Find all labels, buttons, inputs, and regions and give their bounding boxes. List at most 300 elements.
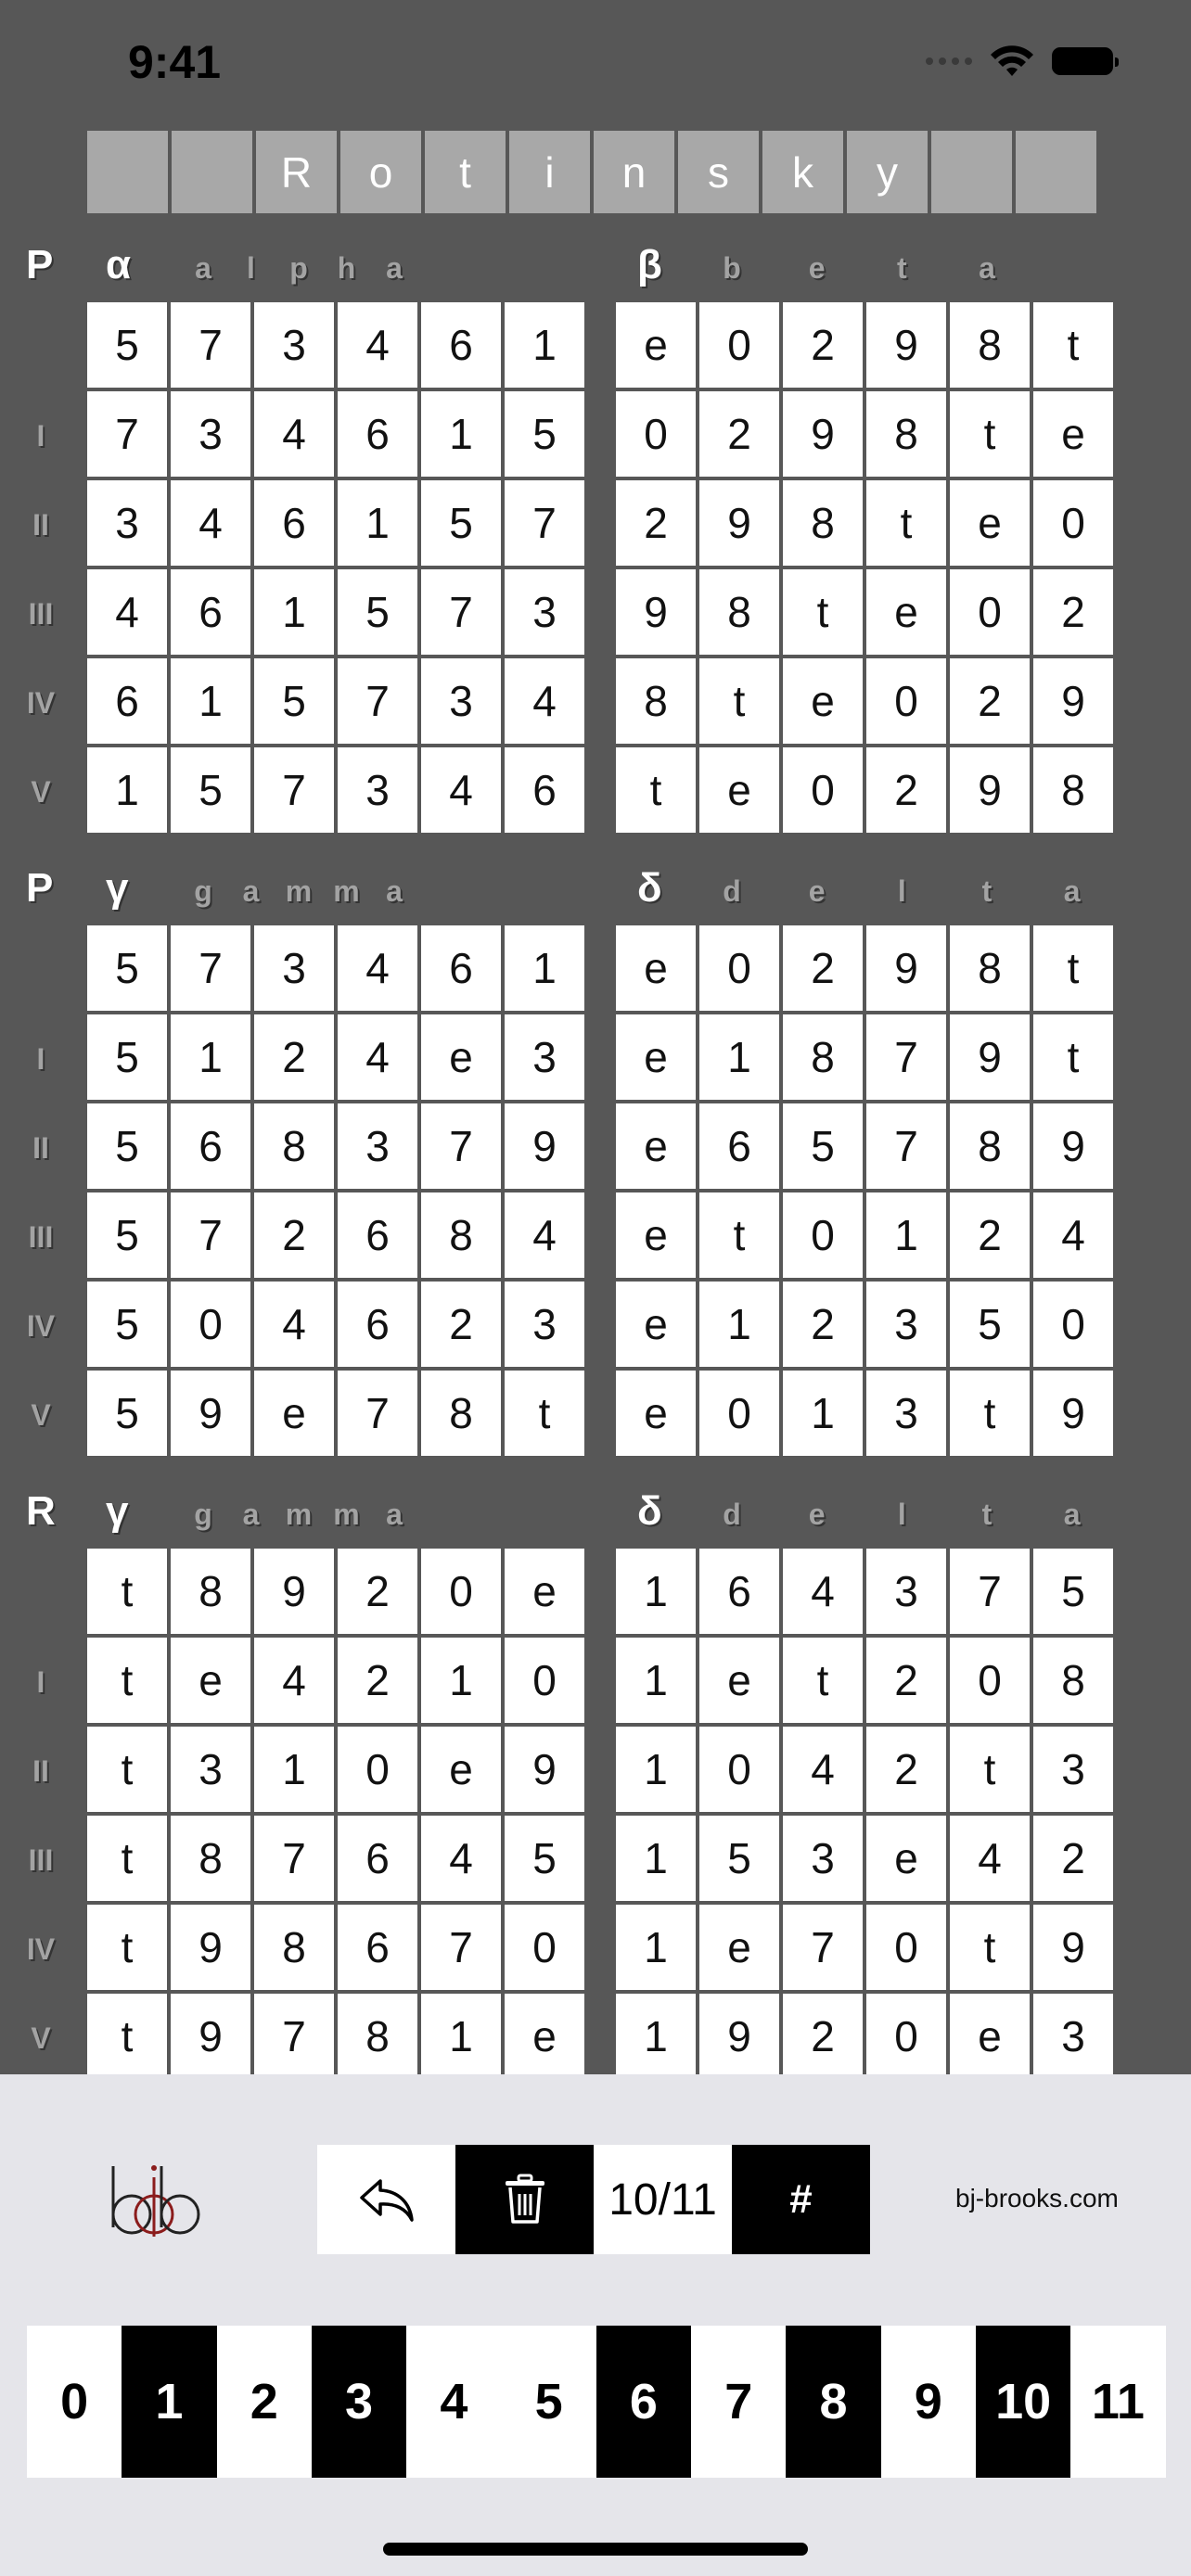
matrix-cell[interactable]: 7	[783, 1905, 863, 1990]
matrix-cell[interactable]: 1	[171, 1014, 250, 1100]
matrix-grid	[616, 302, 1113, 833]
matrix-cell[interactable]: 1	[421, 391, 501, 477]
matrix-cell[interactable]: e	[616, 1282, 696, 1367]
matrix-cell[interactable]: 9	[505, 1103, 584, 1189]
matrix-cell[interactable]: 3	[866, 1371, 946, 1456]
matrix-cell[interactable]: 2	[866, 747, 946, 833]
matrix-cell[interactable]: 9	[1033, 1371, 1113, 1456]
matrix-cell[interactable]: 9	[866, 925, 946, 1011]
title-cell[interactable]: o	[340, 131, 421, 213]
series-name-letter: e	[808, 874, 826, 908]
matrix-cell[interactable]: 1	[505, 302, 584, 388]
matrix-cell[interactable]: 8	[866, 391, 946, 477]
matrix-cell[interactable]: 3	[505, 569, 584, 655]
matrix-cell[interactable]: 8	[171, 1549, 250, 1634]
matrix-cell[interactable]: 7	[338, 1371, 417, 1456]
matrix-cell[interactable]: 5	[1033, 1549, 1113, 1634]
matrix-cell[interactable]: 1	[616, 1727, 696, 1812]
matrix-cell[interactable]: e	[699, 1905, 779, 1990]
matrix-cell[interactable]: 7	[338, 658, 417, 744]
pitch-key-4[interactable]: 4	[406, 2326, 501, 2478]
matrix-cell[interactable]: 6	[421, 925, 501, 1011]
matrix-cell[interactable]: 5	[783, 1103, 863, 1189]
matrix-cell[interactable]: 2	[950, 658, 1030, 744]
undo-button[interactable]	[317, 2145, 455, 2254]
title-cell[interactable]	[87, 131, 168, 213]
row-roman-label: V	[31, 2021, 51, 2055]
matrix-cell[interactable]: 9	[171, 1994, 250, 2079]
matrix-cell[interactable]: 9	[950, 747, 1030, 833]
matrix-cell[interactable]: e	[699, 1638, 779, 1723]
matrix-cell[interactable]: t	[87, 1549, 167, 1634]
pitch-key-10[interactable]: 10	[976, 2326, 1070, 2478]
matrix-cell[interactable]: 9	[171, 1905, 250, 1990]
matrix-cell[interactable]: 6	[338, 391, 417, 477]
matrix-cell[interactable]: 0	[1033, 1282, 1113, 1367]
matrix-cell[interactable]: 6	[171, 569, 250, 655]
matrix-cell[interactable]: 2	[783, 1994, 863, 2079]
matrix-cell[interactable]: e	[616, 1103, 696, 1189]
matrix-cell[interactable]: 5	[254, 658, 334, 744]
row-roman-label: II	[32, 1131, 49, 1165]
row-roman-label: IV	[26, 1932, 56, 1966]
matrix-cell[interactable]: 2	[783, 925, 863, 1011]
greek-symbol: δ	[637, 1488, 662, 1534]
matrix-cell[interactable]: 9	[1033, 658, 1113, 744]
greek-symbol: γ	[106, 1488, 129, 1534]
greek-symbol: δ	[637, 865, 662, 911]
matrix-cell[interactable]: 0	[699, 1727, 779, 1812]
matrix-cell[interactable]: e	[421, 1727, 501, 1812]
matrix-cell[interactable]: 9	[505, 1727, 584, 1812]
matrix-cell[interactable]: 1	[254, 1727, 334, 1812]
matrix-cell[interactable]: 2	[866, 1727, 946, 1812]
matrix-cell[interactable]: 7	[171, 925, 250, 1011]
matrix-cell[interactable]: 3	[1033, 1727, 1113, 1812]
matrix-cell[interactable]: 8	[616, 658, 696, 744]
matrix-cell[interactable]: 8	[254, 1103, 334, 1189]
matrix-cell[interactable]: 2	[783, 302, 863, 388]
series-name-letter: a	[386, 251, 403, 285]
matrix-cell[interactable]: 4	[254, 391, 334, 477]
matrix-cell[interactable]: 3	[171, 391, 250, 477]
matrix-cell[interactable]: 2	[616, 480, 696, 566]
matrix-cell[interactable]: 4	[505, 658, 584, 744]
matrix-cell[interactable]: 4	[1033, 1192, 1113, 1278]
matrix-cell[interactable]: 5	[338, 569, 417, 655]
series-name-letter: a	[195, 251, 211, 285]
matrix-cell[interactable]: 5	[171, 747, 250, 833]
matrix-cell[interactable]: 9	[699, 480, 779, 566]
matrix-cell[interactable]: 0	[505, 1638, 584, 1723]
matrix-cell[interactable]: e	[616, 1014, 696, 1100]
matrix-cell[interactable]: t	[1033, 302, 1113, 388]
hash-button[interactable]: #	[732, 2145, 870, 2254]
series-name-letter: a	[1063, 1498, 1081, 1531]
matrix-cell[interactable]: t	[1033, 925, 1113, 1011]
matrix-grid	[87, 925, 584, 1456]
matrix-cell[interactable]: e	[783, 658, 863, 744]
title-cell[interactable]: y	[847, 131, 928, 213]
matrix-cell[interactable]: 0	[783, 1192, 863, 1278]
title-cell[interactable]	[172, 131, 252, 213]
matrix-cell[interactable]: 9	[866, 302, 946, 388]
matrix-cell[interactable]: 8	[950, 1103, 1030, 1189]
matrix-cell[interactable]: e	[421, 1014, 501, 1100]
matrix-cell[interactable]: 3	[866, 1282, 946, 1367]
matrix-cell[interactable]: 1	[616, 1549, 696, 1634]
matrix-cell[interactable]: 7	[421, 1103, 501, 1189]
website-link[interactable]: bj-brooks.com	[955, 2184, 1119, 2213]
matrix-cell[interactable]: e	[950, 480, 1030, 566]
matrix-cell[interactable]: 0	[505, 1905, 584, 1990]
matrix-cell[interactable]: 4	[505, 1192, 584, 1278]
bj-logo-icon[interactable]	[102, 2153, 204, 2238]
matrix-cell[interactable]: 5	[87, 1371, 167, 1456]
matrix-cell[interactable]: 8	[254, 1905, 334, 1990]
pitch-key-7[interactable]: 7	[691, 2326, 786, 2478]
series-name-letter: t	[897, 251, 907, 285]
row-roman-label: V	[31, 1398, 51, 1432]
matrix-cell[interactable]: 7	[254, 747, 334, 833]
matrix-cell[interactable]: 7	[171, 302, 250, 388]
matrix-cell[interactable]: 8	[783, 1014, 863, 1100]
matrix-cell[interactable]: 0	[699, 1371, 779, 1456]
matrix-cell[interactable]: 1	[616, 1816, 696, 1901]
matrix-cell[interactable]: 0	[866, 1994, 946, 2079]
matrix-cell[interactable]: 6	[505, 747, 584, 833]
matrix-cell[interactable]: e	[1033, 391, 1113, 477]
matrix-cell[interactable]: e	[866, 1816, 946, 1901]
series-name-letter: b	[723, 251, 741, 285]
matrix-cell[interactable]: 3	[421, 658, 501, 744]
matrix-cell[interactable]: 5	[87, 302, 167, 388]
row-roman-label: III	[28, 1843, 54, 1877]
matrix-cell[interactable]: 3	[254, 302, 334, 388]
title-cell[interactable]: i	[509, 131, 590, 213]
series-name-letter: m	[285, 874, 313, 908]
matrix-cell[interactable]: 1	[616, 1905, 696, 1990]
matrix-cell[interactable]: 7	[866, 1103, 946, 1189]
pitch-class-keypad	[27, 2326, 1166, 2478]
matrix-cell[interactable]: 0	[1033, 480, 1113, 566]
matrix-cell[interactable]: 1	[421, 1994, 501, 2079]
matrix-cell[interactable]: 2	[783, 1282, 863, 1367]
matrix-cell[interactable]: 9	[254, 1549, 334, 1634]
matrix-block	[0, 850, 1191, 1451]
pitch-key-9[interactable]: 9	[881, 2326, 976, 2478]
matrix-cell[interactable]: 6	[87, 658, 167, 744]
greek-symbol: β	[637, 242, 662, 287]
row-roman-label: II	[32, 508, 49, 542]
matrix-cell[interactable]: 4	[87, 569, 167, 655]
matrix-cell[interactable]: 0	[699, 925, 779, 1011]
matrix-cell[interactable]: 0	[616, 391, 696, 477]
matrix-cell[interactable]: 0	[171, 1282, 250, 1367]
matrix-cell[interactable]: 9	[616, 569, 696, 655]
matrix-cell[interactable]: 2	[254, 1014, 334, 1100]
matrix-cell[interactable]: 1	[699, 1014, 779, 1100]
matrix-cell[interactable]: 9	[171, 1371, 250, 1456]
matrix-cell[interactable]: 2	[699, 391, 779, 477]
matrix-cell[interactable]: t	[699, 1192, 779, 1278]
matrix-cell[interactable]: 7	[171, 1192, 250, 1278]
matrix-cell[interactable]: 3	[505, 1014, 584, 1100]
matrix-cell[interactable]: 7	[505, 480, 584, 566]
matrix-cell[interactable]: 5	[87, 1014, 167, 1100]
undo-icon	[358, 2175, 416, 2224]
matrix-cell[interactable]: t	[616, 747, 696, 833]
matrix-cell[interactable]: 0	[866, 658, 946, 744]
matrix-cell[interactable]: e	[616, 1371, 696, 1456]
matrix-cell[interactable]: t	[699, 658, 779, 744]
matrix-cell[interactable]: 6	[699, 1549, 779, 1634]
series-name-letter: t	[981, 874, 992, 908]
series-name-letter: l	[897, 1498, 906, 1531]
status-icons	[926, 45, 1113, 78]
matrix-cell[interactable]: 1	[338, 480, 417, 566]
matrix-cell[interactable]: 3	[338, 1103, 417, 1189]
series-name-letter: l	[247, 251, 255, 285]
matrix-cell[interactable]: 2	[338, 1549, 417, 1634]
matrix-cell[interactable]: 7	[866, 1014, 946, 1100]
matrix-block	[0, 1473, 1191, 2074]
matrix-cell[interactable]: t	[87, 1638, 167, 1723]
matrix-cell[interactable]: 3	[1033, 1994, 1113, 2079]
matrix-cell[interactable]: 5	[87, 1282, 167, 1367]
matrix-cell[interactable]: 8	[950, 302, 1030, 388]
matrix-cell[interactable]: 3	[87, 480, 167, 566]
series-name-letter: p	[289, 251, 308, 285]
matrix-cell[interactable]: 8	[338, 1994, 417, 2079]
matrix-cell[interactable]: t	[950, 1905, 1030, 1990]
matrix-cell[interactable]: e	[699, 747, 779, 833]
matrix-cell[interactable]: 5	[421, 480, 501, 566]
matrix-cell[interactable]: 6	[338, 1192, 417, 1278]
matrix-cell[interactable]: 9	[1033, 1905, 1113, 1990]
matrix-cell[interactable]: 4	[338, 925, 417, 1011]
pitch-key-3[interactable]: 3	[312, 2326, 406, 2478]
matrix-cell[interactable]: 1	[421, 1638, 501, 1723]
series-name-letter: a	[242, 1498, 260, 1531]
matrix-cell[interactable]: t	[783, 569, 863, 655]
matrix-cell[interactable]: 8	[783, 480, 863, 566]
matrix-cell[interactable]: 6	[171, 1103, 250, 1189]
matrix-cell[interactable]: 0	[338, 1727, 417, 1812]
matrix-cell[interactable]: 8	[1033, 747, 1113, 833]
matrix-cell[interactable]: 7	[950, 1549, 1030, 1634]
pitch-key-6[interactable]: 6	[596, 2326, 691, 2478]
matrix-cell[interactable]: 2	[254, 1192, 334, 1278]
matrix-cell[interactable]: 5	[699, 1816, 779, 1901]
matrix-type-label: P	[26, 242, 54, 287]
matrix-cell[interactable]: t	[87, 1905, 167, 1990]
toolbar	[317, 2145, 870, 2254]
matrix-cell[interactable]: e	[505, 1994, 584, 2079]
matrix-cell[interactable]: 5	[505, 391, 584, 477]
matrix-cell[interactable]: 5	[87, 1192, 167, 1278]
pitch-key-2[interactable]: 2	[217, 2326, 312, 2478]
matrix-cell[interactable]: 0	[950, 1638, 1030, 1723]
matrix-cell[interactable]: t	[783, 1638, 863, 1723]
matrix-cell[interactable]: 2	[866, 1638, 946, 1723]
delete-button[interactable]	[455, 2145, 594, 2254]
title-row	[87, 131, 1096, 213]
matrix-cell[interactable]: 2	[421, 1282, 501, 1367]
series-name-letter: h	[337, 251, 356, 285]
matrix-cell[interactable]: t	[87, 1727, 167, 1812]
matrix-grid	[616, 1549, 1113, 2079]
title-cell[interactable]: R	[256, 131, 337, 213]
matrix-cell[interactable]: 3	[505, 1282, 584, 1367]
matrix-cell[interactable]: 8	[699, 569, 779, 655]
row-roman-label: V	[31, 775, 51, 809]
matrix-cell[interactable]: 6	[338, 1905, 417, 1990]
matrix-cell[interactable]: 7	[87, 391, 167, 477]
pitch-key-0[interactable]: 0	[27, 2326, 122, 2478]
matrix-cell[interactable]: 6	[699, 1103, 779, 1189]
greek-symbol: α	[106, 242, 132, 287]
matrix-cell[interactable]: 5	[87, 925, 167, 1011]
matrix-cell[interactable]: 2	[950, 1192, 1030, 1278]
matrix-cell[interactable]: 4	[421, 747, 501, 833]
matrix-cell[interactable]: t	[950, 1371, 1030, 1456]
matrix-cell[interactable]: t	[950, 391, 1030, 477]
matrix-cell[interactable]: 3	[783, 1816, 863, 1901]
matrix-cell[interactable]: 9	[1033, 1103, 1113, 1189]
title-cell[interactable]: t	[425, 131, 506, 213]
matrix-cell[interactable]: 7	[421, 1905, 501, 1990]
row-roman-label: I	[36, 419, 45, 453]
matrix-cell[interactable]: 1	[616, 1994, 696, 2079]
matrix-cell[interactable]: 6	[338, 1816, 417, 1901]
matrix-cell[interactable]: 4	[338, 302, 417, 388]
row-roman-label: II	[32, 1754, 49, 1788]
matrix-cell[interactable]: 4	[421, 1816, 501, 1901]
matrix-cell[interactable]: 3	[254, 925, 334, 1011]
matrix-type-label: R	[26, 1488, 56, 1534]
matrix-cell[interactable]: 1	[866, 1192, 946, 1278]
matrix-cell[interactable]: e	[616, 925, 696, 1011]
matrix-cell[interactable]: 7	[254, 1816, 334, 1901]
pitch-key-5[interactable]: 5	[501, 2326, 596, 2478]
matrix-cell[interactable]: 8	[950, 925, 1030, 1011]
matrix-cell[interactable]: 1	[616, 1638, 696, 1723]
matrix-cell[interactable]: e	[505, 1549, 584, 1634]
row-roman-label: IV	[26, 1309, 56, 1343]
matrix-cell[interactable]: e	[171, 1638, 250, 1723]
title-cell[interactable]: n	[594, 131, 674, 213]
matrix-cell[interactable]: 0	[421, 1549, 501, 1634]
matrix-cell[interactable]: 6	[338, 1282, 417, 1367]
matrix-cell[interactable]: 6	[421, 302, 501, 388]
matrix-cell[interactable]: t	[950, 1727, 1030, 1812]
matrix-cell[interactable]: 4	[338, 1014, 417, 1100]
matrix-type-label: P	[26, 865, 54, 911]
matrix-cell[interactable]: 2	[338, 1638, 417, 1723]
matrix-cell[interactable]: 4	[950, 1816, 1030, 1901]
matrix-cell[interactable]: 8	[421, 1371, 501, 1456]
matrix-grid	[87, 1549, 584, 2079]
matrix-cell[interactable]: 9	[950, 1014, 1030, 1100]
title-cell[interactable]: k	[762, 131, 843, 213]
matrix-cell[interactable]: e	[616, 1192, 696, 1278]
matrix-cell[interactable]: t	[866, 480, 946, 566]
matrix-cell[interactable]: 5	[950, 1282, 1030, 1367]
series-name-letter: m	[285, 1498, 313, 1531]
matrix-cell[interactable]: 8	[1033, 1638, 1113, 1723]
matrix-cell[interactable]: 7	[254, 1994, 334, 2079]
matrix-cell[interactable]: 4	[254, 1282, 334, 1367]
matrix-cell[interactable]: 1	[783, 1371, 863, 1456]
matrix-cell[interactable]: 4	[783, 1549, 863, 1634]
matrix-cell[interactable]: 1	[87, 747, 167, 833]
pitch-key-8[interactable]: 8	[786, 2326, 880, 2478]
matrix-cell[interactable]: t	[505, 1371, 584, 1456]
matrix-cell[interactable]: 6	[254, 480, 334, 566]
matrix-cell[interactable]: e	[866, 569, 946, 655]
series-name-letter: l	[897, 874, 906, 908]
matrix-cell[interactable]: t	[87, 1994, 167, 2079]
matrix-cell[interactable]: 3	[171, 1727, 250, 1812]
title-cell[interactable]	[931, 131, 1012, 213]
series-name-letter: a	[242, 874, 260, 908]
title-cell[interactable]: s	[678, 131, 759, 213]
matrix-cell[interactable]: e	[254, 1371, 334, 1456]
matrix-cell[interactable]: t	[87, 1816, 167, 1901]
matrix-cell[interactable]: 0	[699, 302, 779, 388]
series-name-letter: a	[386, 874, 403, 908]
matrix-cell[interactable]: 4	[254, 1638, 334, 1723]
matrix-cell[interactable]: 4	[783, 1727, 863, 1812]
matrix-cell[interactable]: t	[1033, 1014, 1113, 1100]
matrix-cell[interactable]: 4	[171, 480, 250, 566]
matrix-cell[interactable]: 3	[338, 747, 417, 833]
matrix-cell[interactable]: 2	[1033, 569, 1113, 655]
matrix-cell[interactable]: 9	[783, 391, 863, 477]
matrix-grid	[87, 302, 584, 833]
row-roman-label: III	[28, 1220, 54, 1254]
matrix-cell[interactable]: 9	[699, 1994, 779, 2079]
series-name-letter: t	[981, 1498, 992, 1531]
matrix-cell[interactable]: 2	[1033, 1816, 1113, 1901]
matrix-cell[interactable]: e	[950, 1994, 1030, 2079]
matrix-cell[interactable]: 0	[783, 747, 863, 833]
matrix-cell[interactable]: 0	[950, 569, 1030, 655]
matrix-cell[interactable]: 1	[505, 925, 584, 1011]
matrix-cell[interactable]: 1	[254, 569, 334, 655]
row-counter: 10/11	[594, 2145, 732, 2254]
series-name-letter: d	[723, 874, 741, 908]
matrix-cell[interactable]: 3	[866, 1549, 946, 1634]
matrix-cell[interactable]: e	[616, 302, 696, 388]
series-name-letter: a	[979, 251, 995, 285]
matrix-cell[interactable]: 7	[421, 569, 501, 655]
matrix-cell[interactable]: 0	[866, 1905, 946, 1990]
title-cell[interactable]	[1016, 131, 1096, 213]
matrix-cell[interactable]: 8	[421, 1192, 501, 1278]
matrix-cell[interactable]: 8	[171, 1816, 250, 1901]
matrix-cell[interactable]: 5	[505, 1816, 584, 1901]
series-name-letter: e	[808, 1498, 826, 1531]
matrix-cell[interactable]: 5	[87, 1103, 167, 1189]
matrix-cell[interactable]: 1	[699, 1282, 779, 1367]
series-name-letter: e	[808, 251, 826, 285]
pitch-key-1[interactable]: 1	[122, 2326, 216, 2478]
matrix-cell[interactable]: 1	[171, 658, 250, 744]
pitch-key-11[interactable]: 11	[1070, 2326, 1165, 2478]
home-indicator	[383, 2543, 808, 2556]
